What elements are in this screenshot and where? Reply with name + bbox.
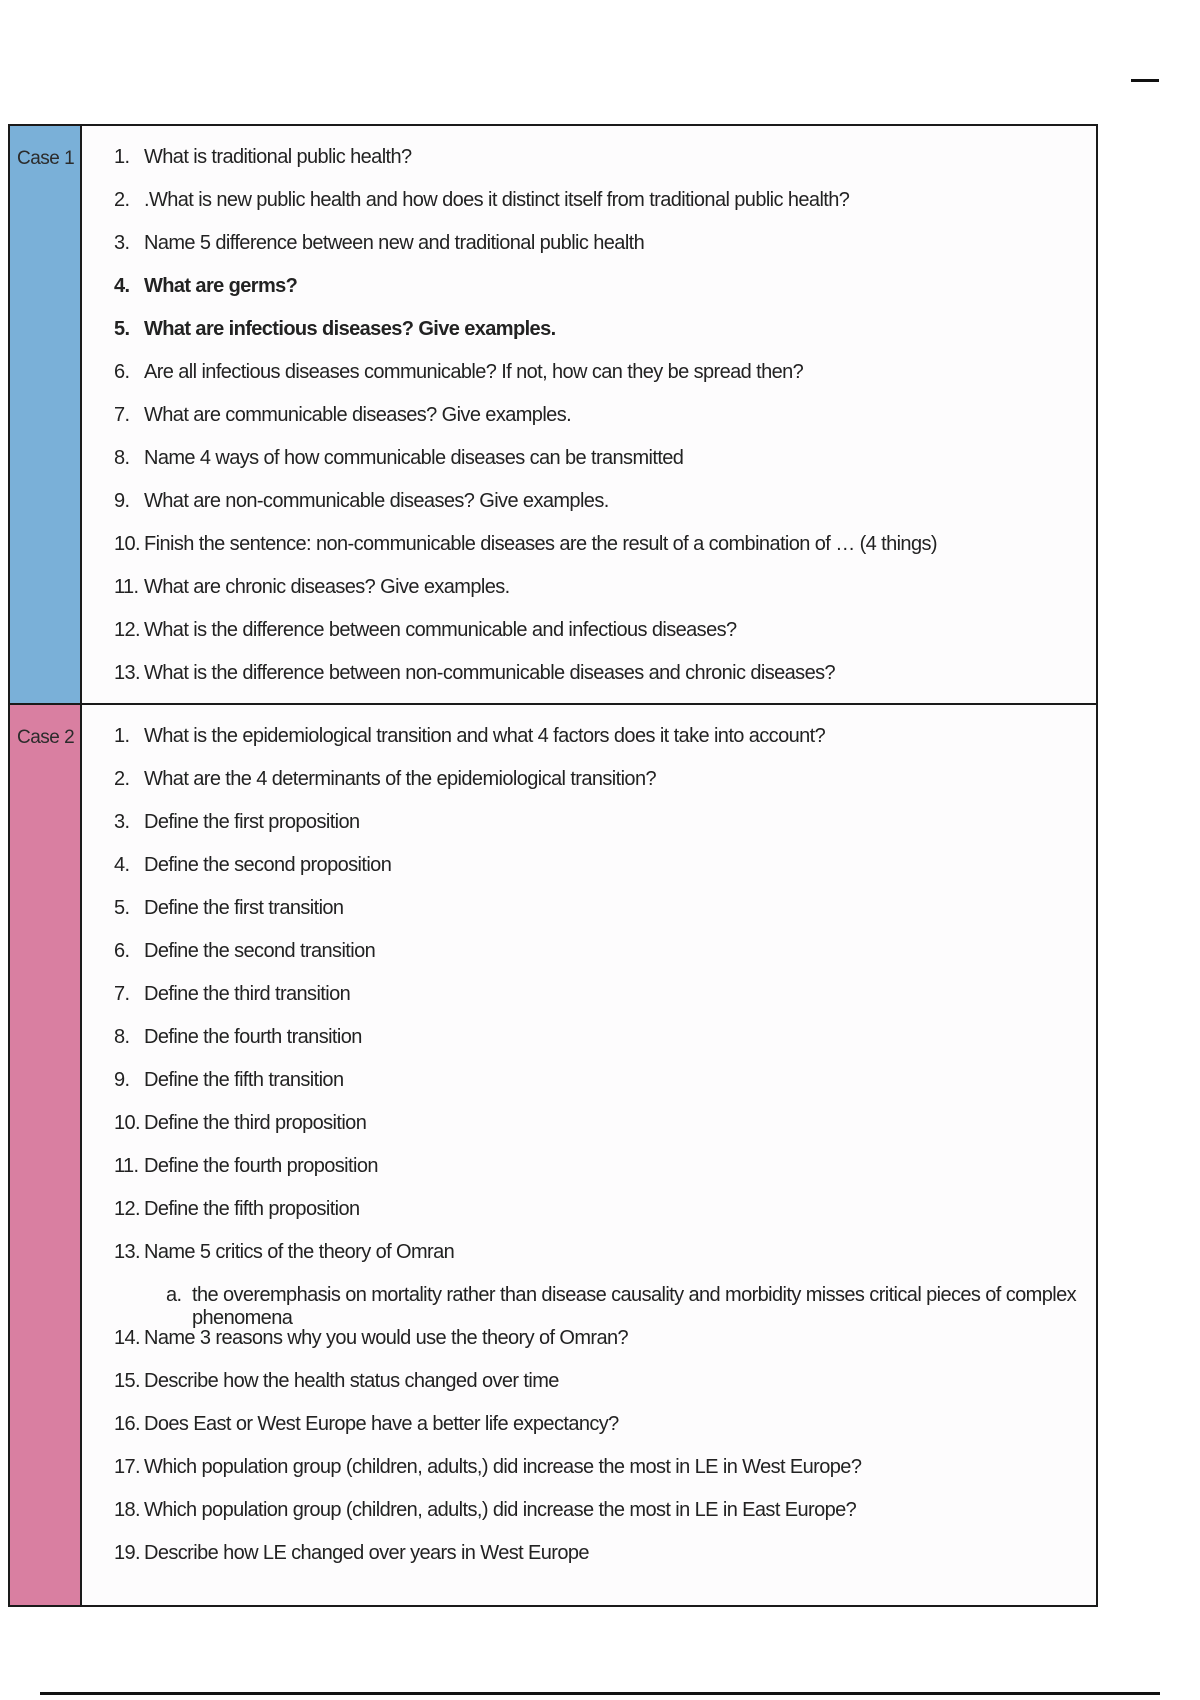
item-text: Name 5 critics of the theory of Omran	[144, 1241, 455, 1263]
item-number: 1.	[114, 146, 130, 168]
list-item	[82, 490, 1096, 533]
list-item	[82, 811, 1096, 854]
item-text: Define the fourth transition	[144, 1026, 362, 1048]
question-list	[82, 705, 1096, 1605]
case-row-2	[10, 703, 1096, 1605]
list-item	[82, 146, 1096, 189]
item-text: Are all infectious diseases communicable? If not, how can they be spread then?	[144, 361, 804, 383]
list-item	[82, 404, 1096, 447]
item-text: Finish the sentence: non-communicable diseases are the result of a combination of … (4 things)	[144, 533, 937, 555]
list-item	[82, 1456, 1096, 1499]
item-text: Define the third proposition	[144, 1112, 367, 1134]
item-number: 4.	[114, 275, 130, 297]
list-item	[82, 768, 1096, 811]
item-number: 7.	[114, 983, 130, 1005]
item-text: Define the fourth proposition	[144, 1155, 378, 1177]
list-item	[82, 897, 1096, 940]
sub-list-item	[82, 1284, 1096, 1327]
item-number: 10.	[114, 533, 141, 555]
item-number: 5.	[114, 897, 130, 919]
item-text: Define the third transition	[144, 983, 351, 1005]
item-number: 13.	[114, 662, 141, 684]
item-text: the overemphasis on mortality rather than disease causality and morbidity misses critical pieces of complex phenomena	[192, 1284, 1076, 1329]
item-text: What are germs?	[144, 275, 298, 297]
item-number: 6.	[114, 940, 130, 962]
item-number: 11.	[114, 1155, 139, 1177]
item-text: What is the epidemiological transition and what 4 factors does it take into account?	[144, 725, 826, 747]
item-number: 8.	[114, 447, 130, 469]
item-text: Which population group (children, adults,) did increase the most in LE in West Europe?	[144, 1456, 862, 1478]
item-text: What is the difference between non-communicable diseases and chronic diseases?	[144, 662, 836, 684]
item-number: 15.	[114, 1370, 141, 1392]
list-item	[82, 1542, 1096, 1585]
item-number: 3.	[114, 811, 130, 833]
item-text: What are communicable diseases? Give examples.	[144, 404, 572, 426]
item-number: 9.	[114, 1069, 130, 1091]
item-number: 16.	[114, 1413, 141, 1435]
item-text: What is traditional public health?	[144, 146, 412, 168]
item-number: 18.	[114, 1499, 141, 1521]
item-number: 4.	[114, 854, 130, 876]
list-item	[82, 533, 1096, 576]
item-text: Define the fifth proposition	[144, 1198, 360, 1220]
item-number: 10.	[114, 1112, 141, 1134]
item-text: Which population group (children, adults,) did increase the most in LE in East Europe?	[144, 1499, 857, 1521]
list-item	[82, 1370, 1096, 1413]
top-dash	[1131, 79, 1159, 82]
item-text: Define the first proposition	[144, 811, 360, 833]
item-text: Name 4 ways of how communicable diseases can be transmitted	[144, 447, 684, 469]
item-number: 3.	[114, 232, 130, 254]
bottom-rule	[40, 1692, 1160, 1695]
item-number: 17.	[114, 1456, 141, 1478]
item-text: Define the second proposition	[144, 854, 392, 876]
list-item	[82, 940, 1096, 983]
item-number: 19.	[114, 1542, 141, 1564]
item-text: Describe how LE changed over years in West Europe	[144, 1542, 589, 1564]
list-item	[82, 1198, 1096, 1241]
question-list	[82, 126, 1096, 703]
list-item	[82, 318, 1096, 361]
item-text: What are non-communicable diseases? Give examples.	[144, 490, 609, 512]
item-text: Name 5 difference between new and traditional public health	[144, 232, 645, 254]
item-number: 9.	[114, 490, 130, 512]
list-item	[82, 447, 1096, 490]
case-row-1	[10, 126, 1096, 703]
item-text: Define the fifth transition	[144, 1069, 344, 1091]
item-text: What are infectious diseases? Give examples.	[144, 318, 556, 340]
item-number: 1.	[114, 725, 130, 747]
item-text: What are chronic diseases? Give examples.	[144, 576, 510, 598]
item-text: Does East or West Europe have a better life expectancy?	[144, 1413, 619, 1435]
list-item	[82, 662, 1096, 705]
list-item	[82, 1241, 1096, 1284]
item-text: What are the 4 determinants of the epidemiological transition?	[144, 768, 656, 790]
item-number: 12.	[114, 1198, 141, 1220]
case-label: Case 1	[10, 126, 82, 703]
case-label: Case 2	[10, 705, 82, 1605]
item-text: .What is new public health and how does it distinct itself from traditional public health?	[144, 189, 850, 211]
list-item	[82, 1069, 1096, 1112]
list-item	[82, 275, 1096, 318]
list-item	[82, 854, 1096, 897]
item-number: 11.	[114, 576, 139, 598]
list-item	[82, 1327, 1096, 1370]
item-number: 5.	[114, 318, 130, 340]
list-item	[82, 1026, 1096, 1069]
list-item	[82, 983, 1096, 1026]
item-text: Define the first transition	[144, 897, 344, 919]
item-number: 2.	[114, 768, 130, 790]
item-number: 6.	[114, 361, 130, 383]
item-number: 2.	[114, 189, 130, 211]
list-item	[82, 361, 1096, 404]
item-text: Name 3 reasons why you would use the theory of Omran?	[144, 1327, 629, 1349]
item-number: 8.	[114, 1026, 130, 1048]
list-item	[82, 189, 1096, 232]
item-text: Describe how the health status changed over time	[144, 1370, 559, 1392]
list-item	[82, 1499, 1096, 1542]
list-item	[82, 619, 1096, 662]
item-number: 14.	[114, 1327, 141, 1349]
list-item	[82, 1112, 1096, 1155]
case-table	[8, 124, 1098, 1607]
item-number: 7.	[114, 404, 130, 426]
item-number: a.	[166, 1284, 182, 1306]
list-item	[82, 232, 1096, 275]
list-item	[82, 1155, 1096, 1198]
item-number: 13.	[114, 1241, 141, 1263]
item-text: What is the difference between communicable and infectious diseases?	[144, 619, 737, 641]
list-item	[82, 725, 1096, 768]
item-text: Define the second transition	[144, 940, 376, 962]
list-item	[82, 576, 1096, 619]
item-number: 12.	[114, 619, 141, 641]
list-item	[82, 1413, 1096, 1456]
